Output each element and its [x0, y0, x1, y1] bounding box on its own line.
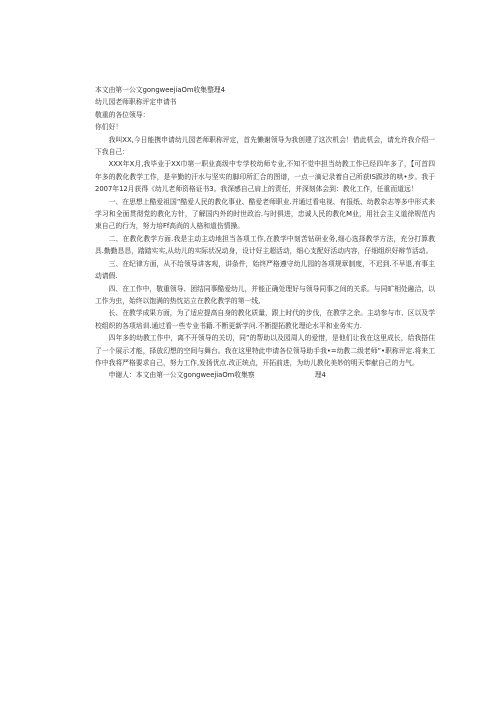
document-title: 幼儿园老师职称评定申请书 — [95, 98, 177, 107]
paragraph-intro: 我叫XX,今日能携申请幼儿园老师职称评定，首先懒谢领导为我创建了这次机会！借此机会，请允许我介绍一下我自己： — [95, 135, 435, 157]
document-header: 本文由第一公文gongweejiaOm收集整理4 — [95, 86, 226, 94]
paragraph-work: 四、在工作中，敬重领导、团结同事酷爱幼儿，并能正确处理好与领导同事之间的关系。与同旷相处融洽，以工作为虫，始终以饱满的热忱站立在教化教学的第一线, — [95, 284, 435, 305]
paragraph-achievements: 长、在教学成果方面，为了适应提高自身的教化质量，跟上时代的步伐，在教学之余。主动参与市、区以及学校组织的各项培训.通过看一些专业书籍.不断更新学问.不断提拓教化理论水平和业务实力. — [95, 309, 435, 330]
document-page — [95, 84, 435, 382]
paragraph-closing: 四年多的幼教工作中，离不开领导的关切，同”的帮助以及园周人的爱惜，是他们让我在这里成长，给我搭住了一个展示才能，择放幻想的空间与舞台。我在这里特此申请各位领导助手我•=幼教二级老师”•职称评定.将来工作中我将严格要求自己，努力工作,发扬优点.改正统点，开拓前进，为幼儿教化美妙的明天奉献自己的力气。 — [95, 334, 435, 367]
paragraph-ideology: 一、在思想上酷爱祖国”酷爱人民的教化事业、酷爱老师职业.并通过看电视、有报纸、幼教杂志等多中形式来学习和全面贯彻党的教化方针，了解国内外的时世政治.与时俱进，忠诚人民的教化M业，用社会主义道徐规范内束自己的行为，努力培Ff高尚的人格和道伤情操。 — [95, 197, 435, 231]
paragraph-discipline: 三、在纪律方面，从不给领导讲客观，讲条件，始终严格遵守幼儿园的各项规章制度，不迟到.不早退,有事主动请假. — [95, 259, 435, 281]
greeting: 你们好！ — [95, 123, 123, 132]
paragraph-teaching: 二、在教化教学方面.我是主动主动地担当各项工作,在教学中刻苦钻研业务,细心选择教学方法，充分打算教具.勤勤恳恳，踏踏实实,从幼儿的实际状况动身，设计好主超活动，细心支配好活动内容，仔细组织好辩节活动。 — [95, 234, 435, 256]
document-footer — [95, 369, 435, 381]
paragraph-background: XXX年X月,我毕业于XX巾第一职业高级中专学校幼师专业,不知不觉中担当幼教工作已经四年多了，【可首四年多的教化教学工作，是辛勤的汗水与坚实的脚印所汇合的图谱，一点一滴记录着自己所获IS跋涉的哄•步。我于2007年12月获得《幼儿老师资格证书3。我深感自己肩上的责任，并深刻体会到：教化工作，任重而道远！ — [95, 160, 435, 194]
footer-left-text: 申谢人：本文由第一公文gongweejiaOm收集察 — [108, 371, 255, 380]
footer-right-text: 理4 — [314, 371, 326, 380]
salutation: 敬重的各位领导： — [95, 110, 150, 119]
